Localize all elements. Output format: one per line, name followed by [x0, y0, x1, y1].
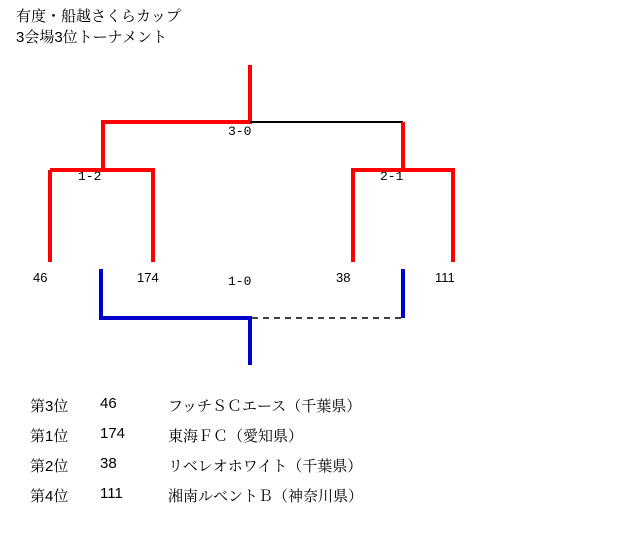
score-semifinal-left: 1-2	[78, 169, 102, 184]
page-title-line2: 3会場3位トーナメント	[16, 29, 168, 46]
standings-team-name: フッチＳＣエース（千葉県）	[168, 398, 362, 415]
standings-rank: 第4位	[30, 488, 69, 505]
standings-team-number: 38	[100, 455, 117, 472]
standings-team-name: 東海ＦＣ（愛知県）	[168, 428, 304, 445]
team-number-46: 46	[33, 270, 48, 285]
standings-rank: 第1位	[30, 428, 69, 445]
page-title-line1: 有度・船越さくらカップ	[16, 8, 181, 25]
standings-team-number: 174	[100, 425, 126, 442]
score-third-place: 1-0	[228, 274, 252, 289]
standings-row	[0, 395, 640, 425]
team-number-174: 174	[137, 270, 159, 285]
final-standings-list	[0, 395, 640, 515]
standings-team-name: 湘南ルベントＢ（神奈川県）	[168, 488, 364, 505]
standings-row	[0, 455, 640, 485]
standings-rank: 第2位	[30, 458, 69, 475]
score-semifinal-right: 2-1	[380, 169, 404, 184]
standings-row	[0, 425, 640, 455]
team-number-38: 38	[336, 270, 351, 285]
standings-row	[0, 485, 640, 515]
score-final: 3-0	[228, 124, 252, 139]
team-number-111: 111	[435, 270, 455, 285]
standings-team-name: リベレオホワイト（千葉県）	[168, 458, 363, 475]
standings-team-number: 111	[100, 485, 123, 502]
standings-rank: 第3位	[30, 398, 69, 415]
standings-team-number: 46	[100, 395, 117, 412]
